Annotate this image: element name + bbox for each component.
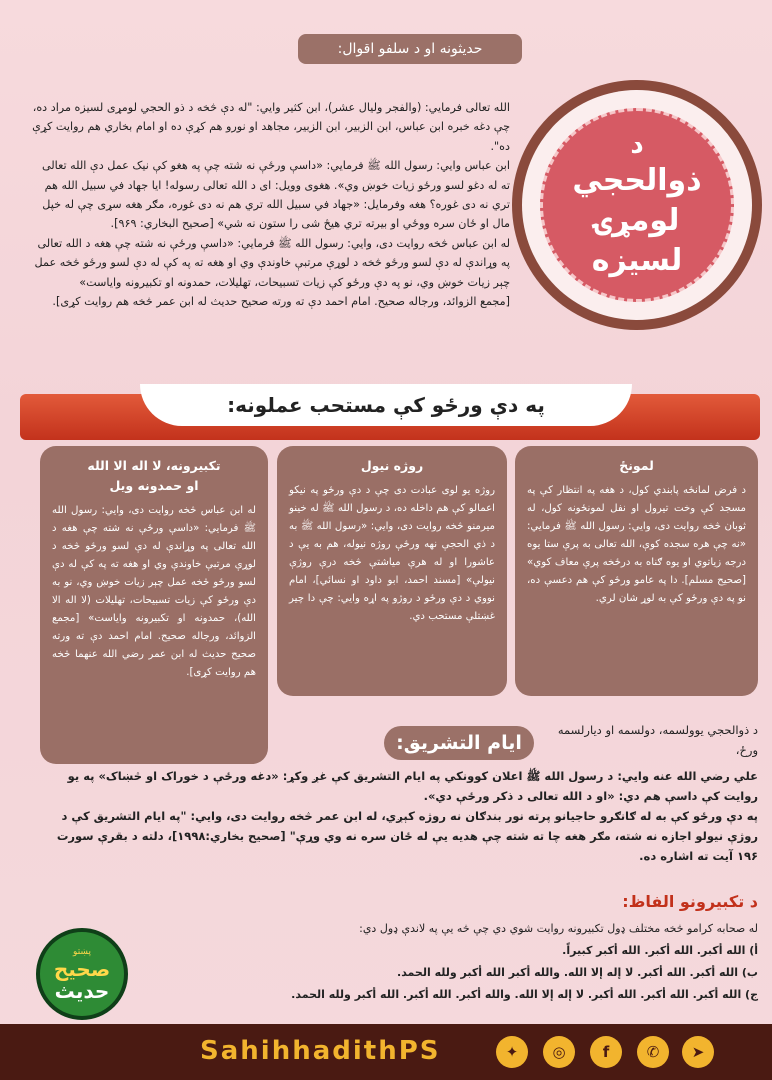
title-badge: [512, 80, 762, 330]
takbir-heading: د تکبیرونو الفاظ:: [622, 892, 758, 911]
logo-mid-text: صحیح: [53, 956, 111, 981]
takbir-item: أ) الله أكبر. الله أكبر. الله أكبر كبيراً.: [562, 944, 758, 957]
card-body: له ابن عباس څخه روایت دی، وایي: رسول الله ﷺ فرمایي: «داسې ورځې نه شته چې هغه د الله تعالی په وړاندې له دې لسو ورځو څخه د لوړې مرتبې خاوندې وي او هغه ته په کې له دې لسو ورځو څخه عمل چېر زیات خوښ وي، نو به دې ورځو کې زیات تسبیحات، تهلیلات (لا اله الا الله)، حمدونه او تکبیرونه وایاست» [مجمع الزوائد، ورجاله صحیح. امام احمد دې ته ورته صحیح حدیث له ابن عمر رضي الله عنهما څخه هم روایت کړی].: [52, 505, 256, 678]
takbir-item: ب) الله أكبر. الله أكبر. لا إله إلا الله. والله أكبر الله أكبر ولله الحمد.: [397, 966, 758, 979]
intro-paragraph: له ابن عباس څخه روایت دی، وایي: رسول الله ﷺ فرمایي: «داسې ورځې نه شته چې هغه د الله تعالی په وړاندې له دې لسو ورځو څخه د لوړې مرتبې خاوندې وي او هغه ته په کې له دې لسو ورځو څخه عمل چېر زیات خوښ وي، نو په دې ورځو کې زیات تسبیحات، تهلیلات، حمدونه او تکبیرونه وایاست»: [34, 236, 510, 289]
card-title: روژه نیول: [360, 458, 424, 473]
brand-handle[interactable]: SahihhadithPS: [200, 1036, 441, 1066]
logo-top-text: پښتو: [73, 946, 91, 957]
intro-paragraph: [مجمع الزوائد، ورجاله صحیح. امام احمد دې ته ورته صحیح حدیث له ابن عمر څخه هم روایت کړی].: [52, 295, 510, 309]
card-title-line: تکبیرونه، لا اله الا الله: [87, 458, 221, 473]
card-takbir: [40, 446, 268, 764]
card-fasting: [277, 446, 507, 696]
card-title: لمونځ: [619, 458, 654, 473]
takbir-intro: له صحابه کرامو څخه مختلف ډول تکبیرونه روایت شوي دي چې څه یې په لاندې ډول دي:: [359, 922, 758, 935]
tashreeq-label: ایام التشریق:: [384, 726, 534, 760]
tashreeq-text: [40, 766, 758, 866]
twitter-icon[interactable]: ✦: [496, 1036, 528, 1068]
intro-paragraph: الله تعالی فرمایي: (والفجر وليال عشر)، ابن کثير وايي: "له دې څخه د ذو الحجي لومړی لسیزه مراد ده، چې دغه خبره ابن عباس، ابن الزبیر، ابن الزبیر، مجاهد او نورو هم کړې ده او امام بخاري هم روایت کړې ده".: [32, 101, 510, 153]
intro-paragraph: ابن عباس وايي: رسول الله ﷺ فرمايي: «داسې ورځې نه شته چې په هغو کې نیک عمل دې الله تعالی ته له دغو لسو ورځو زیات خوښ وي». هغوی وویل: ای د الله تعالی رسوله! ایا جهاد في سبیل الله هم تري نه دی غوره؟ هغه وفرمایل: «جهاد في سبیل الله تري هم نه دی غوره، مګر هغه سړی چې له خپل مال او ځان سره ووځي او بیرته تري هیڅ شی را ستون نه شي» [صحیح البخاري: ۹۶۹].: [41, 159, 510, 231]
card-body: د فرض لمانځه پابندي کول، د هغه په انتظار کې په مسجد کې وخت تیرول او نفل لمونځونه کول، له ثوبان څخه روایت دی، وایي: رسول الله ﷺ فرمایي: «نه چې هره سجده کوې، الله تعالی به پرې ستا یوه درجه زیاتوي او یوه ګناه به درځخه پرې معاف کوي» [صحیح مسلم]. دا په عامو ورځو کې هم دعسې ده، نو په دې ورځو کې به لوړ شان لري.: [527, 485, 746, 604]
footer-bar: [0, 1024, 772, 1080]
card-title: [52, 456, 256, 496]
card-prayer: [515, 446, 758, 696]
badge-line: د: [630, 130, 644, 160]
tashreeq-paragraph: علي رضي الله عنه وايي: د رسول الله ﷺ اعلان کوونکي په ایام التشریق کې غږ وکړ: «دغه ورځې د خوراک او څښاک» په یو روایت کې داسې هم دي: «او د الله تعالی د ذکر ورځې دي».: [67, 769, 758, 803]
badge-line: لسیزه: [591, 243, 683, 278]
badge-title: [540, 108, 734, 302]
badge-line: لومړۍ: [594, 203, 680, 238]
tashreeq-paragraph: په دې ورځو کې به له ګانګرو حاجیانو پرته نور بندګان نه روژه کېږي، له ابن عمر څخه روایت دی، وایي: "په ایام التشریق کې د روژې نیولو اجازه نه شته، مګر هغه چا ته شته چې هدیه یې له ځان سره نه وي وړې" [صحیح بخاري:۱۹۹۸]، دلته د بقرې سورت ۱۹۶ آیت ته اشاره ده.: [56, 809, 758, 863]
section-tag-hadith: حدیثونه او د سلفو اقوال:: [298, 34, 522, 64]
tashreeq-days: د ذوالحجي یوولسمه، دولسمه او دیارلسمه ورځ،: [557, 723, 758, 757]
banner-title-box: [140, 384, 632, 426]
takbir-list: [170, 940, 758, 1006]
intro-text: [30, 98, 510, 311]
whatsapp-icon[interactable]: ✆: [637, 1036, 669, 1068]
facebook-icon[interactable]: f: [590, 1036, 622, 1068]
instagram-icon[interactable]: ◎: [543, 1036, 575, 1068]
card-title-line: او حمدونه ویل: [109, 478, 199, 493]
takbir-item: ج) الله أكبر. الله أكبر. الله أكبر. لا إله إلا الله. والله أكبر. الله أكبر. الله أكبر ولله الحمد.: [291, 988, 758, 1001]
banner-title: په دې ورځو کې مستحب عملونه:: [227, 393, 545, 417]
badge-line: ذوالحجي: [572, 163, 702, 198]
logo-bottom-text: حدیث: [54, 978, 110, 1003]
telegram-icon[interactable]: ➤: [682, 1036, 714, 1068]
card-body: روژه یو لوی عبادت دی چې د دې ورځو په نیکو اعمالو کې هم داخله ده، د رسول الله ﷺ له خینو میرمنو څخه روایت دی، وایي: «رسول الله ﷺ به د ذي الحجې نهه ورځې روژه نیوله، هم به یې د عاشورا او له هرې میاشتې څخه درې روژې نیولې» [مسند احمد، ابو داود او نسائي]، امام نووي د دې ورځو د روژو په اړه وایي: چې دا چیر غښتلې مستحب دي.: [289, 485, 495, 622]
sahih-hadith-logo: [36, 928, 128, 1020]
